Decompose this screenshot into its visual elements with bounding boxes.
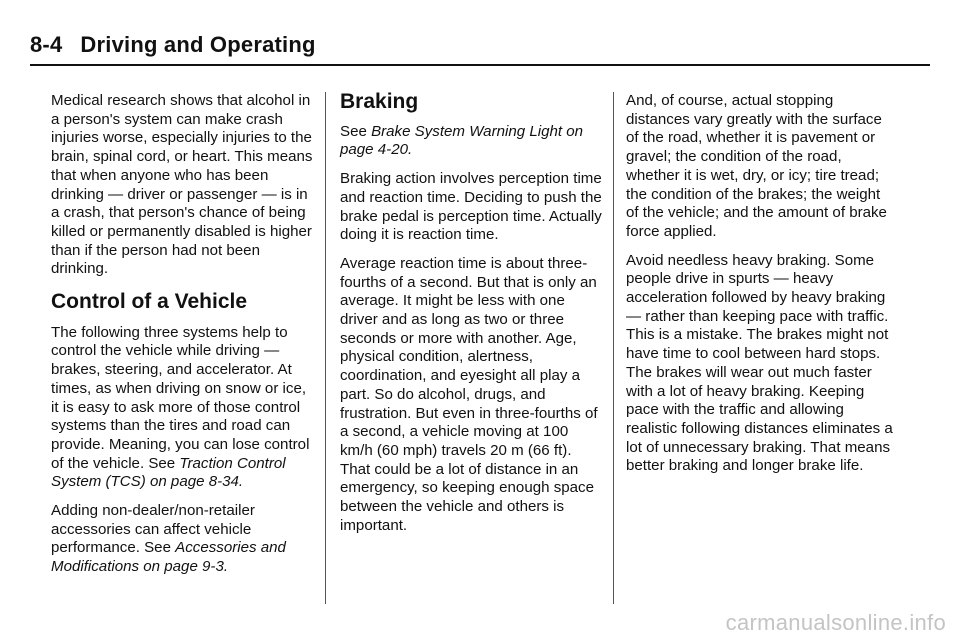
see-text: See [340,122,372,140]
control-paragraph [51,324,316,492]
control-text: The following three systems help to control the vehicle while driving — brakes, steering, and accelerator. At times, as when driving on snow or ice, it is easy to ask more of those control systems than the tires and road can provide. Meaning, you can lose control of the vehicle. See [51,323,310,472]
watermark: carmanualsonline.info [725,610,946,635]
column-right [626,92,896,486]
control-heading: Control of a Vehicle [51,290,248,314]
accessories-text: Adding non-dealer/non-retailer accessories can affect vehicle performance. See [51,502,255,557]
column-middle [340,92,605,545]
header-rule [30,64,930,66]
perception-paragraph: Braking action involves perception time and reaction time. Deciding to push the brake pedal is perception time. Actually doing it is reaction time. [340,170,602,244]
heavy-braking-paragraph: Avoid needless heavy braking. Some people drive in spurts — heavy acceleration followed by heavy braking — rather than keeping pace with traffic. This is a mistake. The brakes might not have time to cool between hard stops. The brakes will wear out much faster with a lot of heavy braking. Keeping pace with the traffic and allowing realistic following distances eliminates a lot of unnecessary braking. That means better braking and longer brake life. [626,251,893,475]
see-paragraph [340,123,605,160]
page-section-number: 8-4 [30,32,63,57]
column-divider [325,92,326,604]
accessories-link[interactable]: Accessories and Modifications on page 9-3. [51,539,286,576]
alcohol-paragraph: Medical research shows that alcohol in a person's system can make crash injuries worse, especially injuries to the brain, spinal cord, or heart. This means that when anyone who has been drinking — driver or passenger — is in a crash, that person's chance of being killed or permanently disabled is higher than if the person had not been drinking. [51,92,313,278]
tcs-link[interactable]: Traction Control System (TCS) on page 8-34. [51,454,286,491]
stopping-distance-paragraph: And, of course, actual stopping distances vary greatly with the surface of the road, whether it is pavement or gravel; the condition of the road, whether it is wet, dry, or icy; tire tread; the condition of the brakes; the weight of the vehicle; and the amount of brake force applied. [626,92,887,240]
column-left [51,92,316,587]
braking-heading: Braking [340,90,419,113]
page-chapter-title: Driving and Operating [80,32,316,57]
column-divider [613,92,614,604]
reaction-time-paragraph: Average reaction time is about three-fourths of a second. But that is only an average. It might be less with one driver and as long as two or three seconds or more with another. Age, physical condition, alertness, coordination, and eyesight all play a part. So do alcohol, drugs, and frustration. But even in three-fourths of a second, a vehicle moving at 100 km/h (60 mph) travels 20 m (66 ft). That could be a lot of distance in an emergency, so keeping enough space between the vehicle and others is important. [340,254,598,534]
page-header [30,32,316,58]
accessories-paragraph [51,502,316,577]
brake-warning-link[interactable]: Brake System Warning Light on page 4-20. [340,122,584,159]
